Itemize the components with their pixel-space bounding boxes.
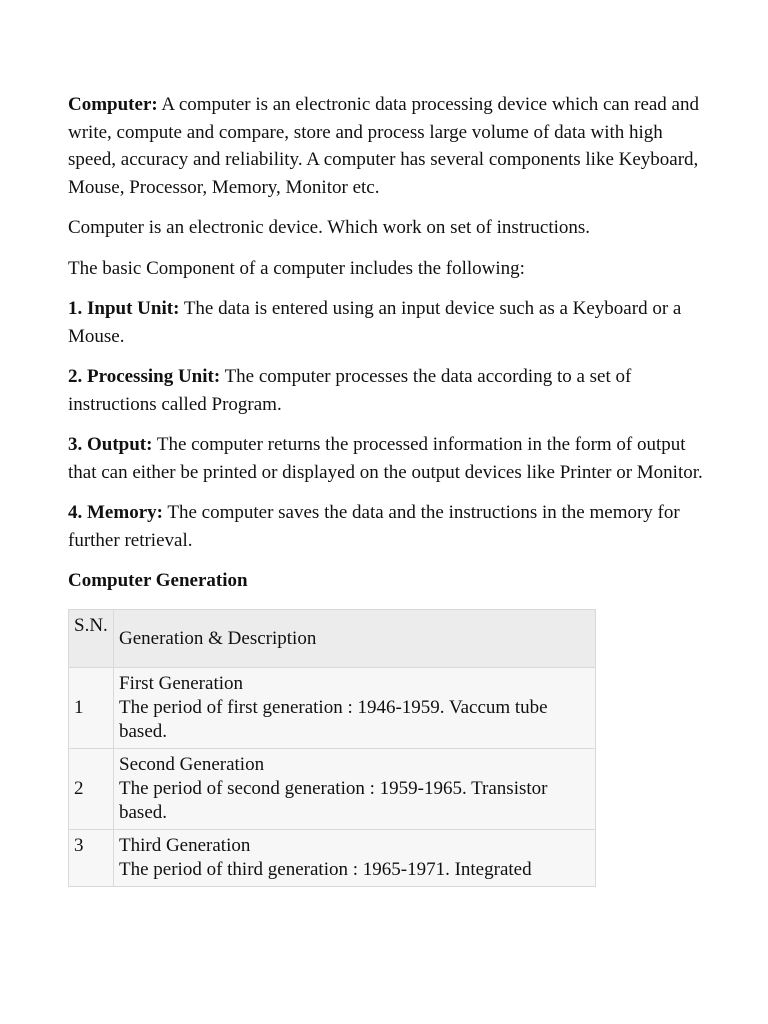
generation-table [68,609,596,887]
component-memory [68,499,704,554]
table-row [69,668,596,749]
document-page [68,91,704,887]
row-sn: 2 [69,749,114,830]
table-row [69,749,596,830]
row-description [114,668,596,749]
device-sentence: Computer is an electronic device. Which work on set of instructions. [68,217,591,238]
intro-paragraph [68,91,704,201]
component-input-unit [68,295,704,350]
component-label: 2. Processing Unit: [68,366,221,387]
row-desc: The period of third generation : 1965-1971. Integrated [119,859,532,880]
row-sn: 1 [69,668,114,749]
row-title: Second Generation [119,754,265,775]
row-title: Third Generation [119,835,251,856]
header-generation: Generation & Description [114,610,596,668]
row-description [114,830,596,887]
component-label: 3. Output: [68,434,153,455]
component-output [68,431,704,486]
component-text: The computer returns the processed information in the form of output that can either be printed or displayed on the output devices like Printer or Monitor. [68,434,703,483]
header-sn: S.N. [69,610,114,668]
row-desc: The period of second generation : 1959-1965. Transistor based. [119,778,548,823]
row-title: First Generation [119,673,244,694]
component-text: The computer processes the data according to a set of instructions called Program. [68,366,632,415]
row-description [114,749,596,830]
generation-heading: Computer Generation [68,570,248,591]
component-text: The computer saves the data and the instructions in the memory for further retrieval. [68,502,680,551]
intro-term: Computer: [68,94,158,115]
row-desc: The period of first generation : 1946-1959. Vaccum tube based. [119,697,548,742]
component-label: 4. Memory: [68,502,163,523]
row-sn: 3 [69,830,114,887]
table-row [69,830,596,887]
component-processing-unit [68,363,704,418]
component-label: 1. Input Unit: [68,298,180,319]
components-intro: The basic Component of a computer includes the following: [68,257,525,279]
component-text: The data is entered using an input device such as a Keyboard or a Mouse. [68,298,682,347]
table-header-row [69,610,596,668]
intro-definition: A computer is an electronic data processing device which can read and write, compute and compare, store and process large volume of data with high speed, accuracy and reliability. A computer has several components like Keyboard, Mouse, Processor, Memory, Monitor etc. [68,94,699,198]
